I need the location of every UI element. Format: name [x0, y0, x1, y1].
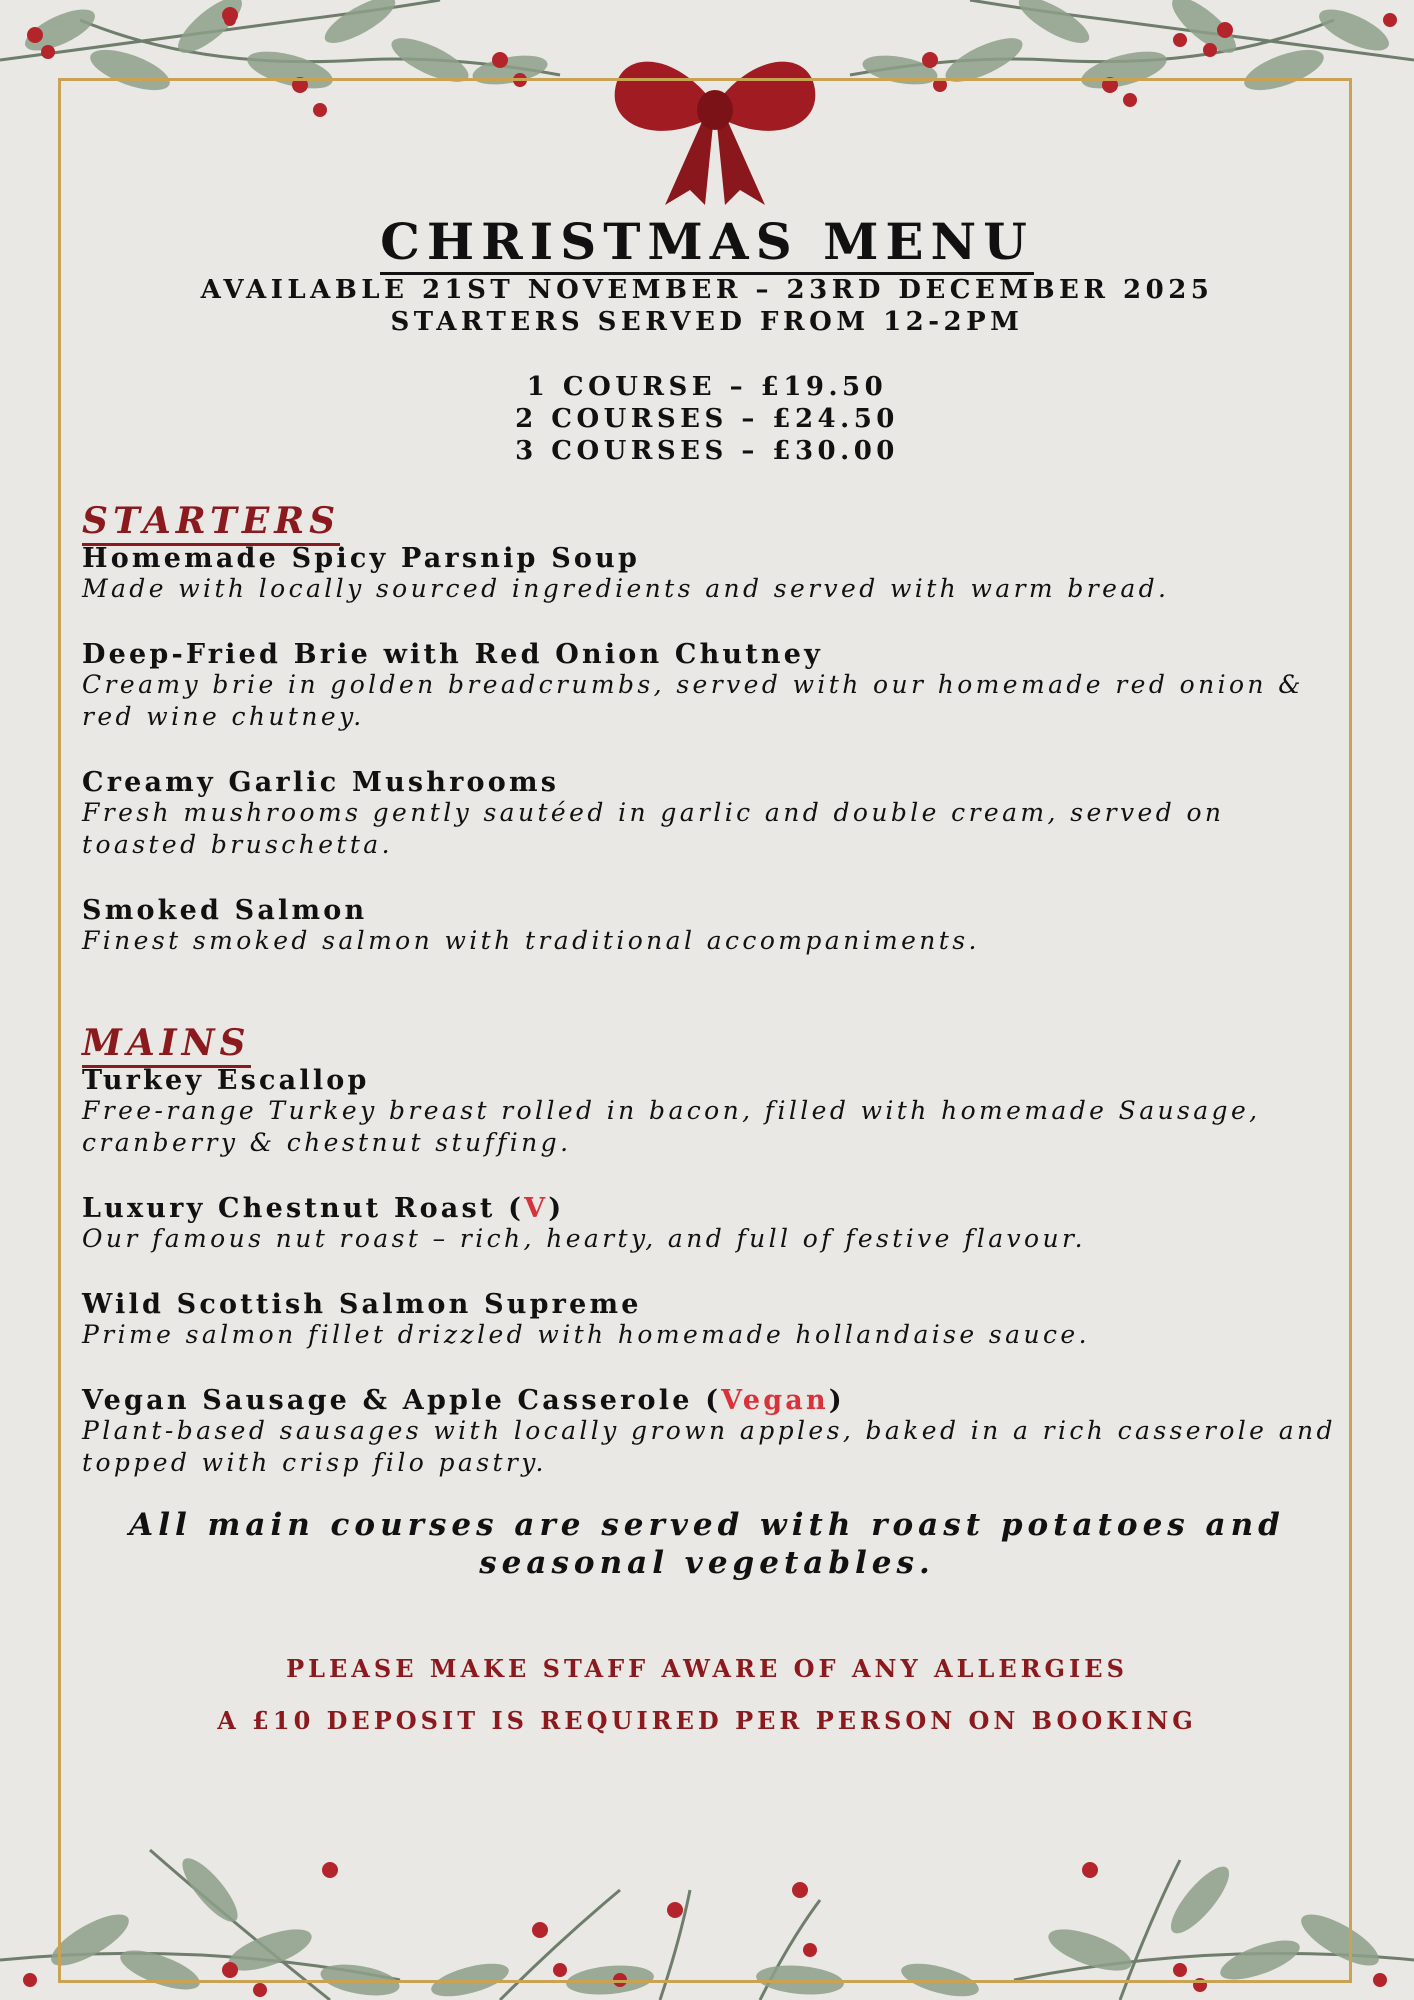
- availability-dates: AVAILABLE 21ST NOVEMBER – 23RD DECEMBER 2025: [200, 275, 1214, 305]
- vegan-tag: Vegan: [721, 1385, 829, 1416]
- starters-heading: STARTERS: [82, 500, 340, 542]
- dish-description: Prime salmon fillet drizzled with homemade hollandaise sauce.: [82, 1320, 1090, 1349]
- mains-heading: MAINS: [82, 1022, 251, 1064]
- mains-accompaniment-note: All main courses are served with roast potatoes and seasonal vegetables.: [129, 1507, 1285, 1581]
- dish-name: Homemade Spicy Parsnip Soup: [82, 543, 641, 574]
- dish-description: Free-range Turkey breast rolled in bacon, filled with homemade Sausage, cranberry & chestnut stuffing.: [82, 1096, 1261, 1157]
- dish-name-with-tag: Vegan Sausage & Apple Casserole (Vegan): [82, 1385, 845, 1416]
- dish-name: Creamy Garlic Mushrooms: [82, 767, 560, 798]
- starters-time: STARTERS SERVED FROM 12-2PM: [390, 307, 1024, 337]
- price-three-courses: 3 COURSES – £30.00: [515, 436, 899, 466]
- vegetarian-tag: V: [524, 1193, 549, 1224]
- dish-description: Creamy brie in golden breadcrumbs, served with our homemade red onion & red wine chutney.: [82, 670, 1304, 731]
- price-two-courses: 2 COURSES – £24.50: [515, 404, 899, 434]
- dish-description: Fresh mushrooms gently sautéed in garlic and double cream, served on toasted bruschetta.: [82, 798, 1225, 859]
- gold-border-frame: [58, 78, 1352, 1983]
- dish-name: Deep-Fried Brie with Red Onion Chutney: [82, 639, 824, 670]
- dish-description: Plant-based sausages with locally grown apples, baked in a rich casserole and topped with crisp filo pastry.: [82, 1416, 1336, 1477]
- menu-title: CHRISTMAS MENU: [0, 212, 1414, 271]
- dish-name: Wild Scottish Salmon Supreme: [82, 1289, 642, 1320]
- dish-name: Smoked Salmon: [82, 895, 368, 926]
- dish-name: Turkey Escallop: [82, 1065, 370, 1096]
- price-one-course: 1 COURSE – £19.50: [526, 372, 888, 402]
- dish-name-with-tag: Luxury Chestnut Roast (V): [82, 1193, 565, 1224]
- deposit-notice: A £10 DEPOSIT IS REQUIRED PER PERSON ON BOOKING: [217, 1706, 1197, 1735]
- dish-description: Finest smoked salmon with traditional accompaniments.: [82, 926, 980, 955]
- allergy-notice: PLEASE MAKE STAFF AWARE OF ANY ALLERGIES: [286, 1654, 1128, 1683]
- dish-description: Our famous nut roast – rich, hearty, and full of festive flavour.: [82, 1224, 1086, 1253]
- dish-description: Made with locally sourced ingredients and served with warm bread.: [82, 574, 1170, 603]
